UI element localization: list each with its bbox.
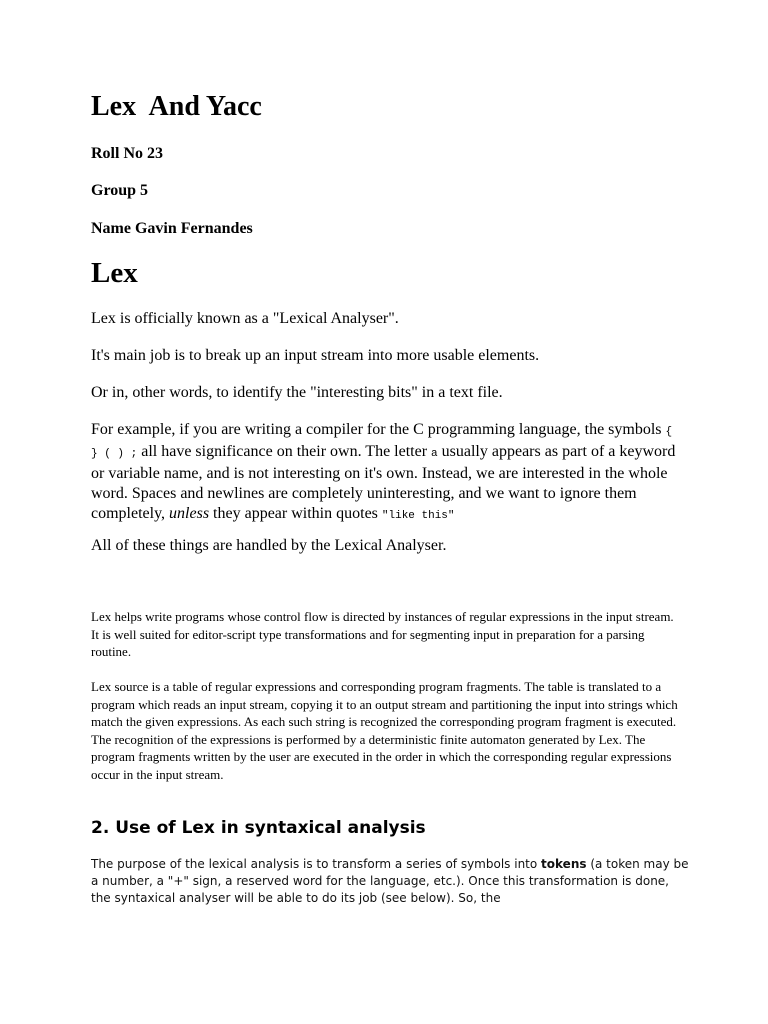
lex-p4-text-1: For example, if you are writing a compiler for the C programming language, the symbols bbox=[91, 421, 666, 438]
section-2-heading: 2. Use of Lex in syntaxical analysis bbox=[91, 818, 426, 838]
section-2-paragraph bbox=[91, 856, 691, 907]
lex-heading: Lex bbox=[91, 257, 138, 289]
lex-paragraph-4 bbox=[91, 420, 681, 526]
tokens-bold: tokens bbox=[541, 857, 587, 871]
lex-paragraph-2: It's main job is to break up an input stream into more usable elements. bbox=[91, 347, 540, 364]
intro-paragraph-2: Lex source is a table of regular expressions and corresponding program fragments. The table is translated to a program which reads an input stream, copying it to an output stream and partitioning the input into strings which match the given expressions. As each such string is recognized the corresponding program fragment is executed. The recognition of the expressions is performed by a deterministic finite automaton generated by Lex. The program fragments written by the user are executed in the order in which the corresponding regular expressions occur in the input stream. bbox=[91, 679, 678, 782]
lex-paragraph-5: All of these things are handled by the Lexical Analyser. bbox=[91, 537, 447, 554]
document-title: Lex And Yacc bbox=[91, 91, 262, 122]
code-quoted-string: "like this" bbox=[381, 510, 455, 522]
roll-number: Roll No 23 bbox=[91, 145, 163, 162]
author-name: Name Gavin Fernandes bbox=[91, 220, 253, 237]
lex-paragraph-1: Lex is officially known as a "Lexical Analyser". bbox=[91, 310, 399, 327]
lex-paragraph-3: Or in, other words, to identify the "interesting bits" in a text file. bbox=[91, 384, 503, 401]
emphasis-unless: unless bbox=[169, 505, 210, 522]
code-letter: a bbox=[431, 448, 438, 460]
lex-p4-text-4: they appear within quotes bbox=[209, 505, 382, 522]
group-number: Group 5 bbox=[91, 182, 149, 199]
lex-p4-text-2: all have significance on their own. The letter bbox=[137, 443, 432, 460]
intro-paragraph-1: Lex helps write programs whose control flow is directed by instances of regular expressions in the input stream. It is well suited for editor-script type transformations and for segmenting input in preparation for a parsing routine. bbox=[91, 609, 674, 659]
section-2-text-2: (a token may be a number, a "+" sign, a reserved word for the language, etc.). Once this transformation is done, the syntaxical analyser will be able to do its job (see below). So, the bbox=[91, 857, 689, 905]
code-symbols: { } ( ) ; bbox=[91, 426, 673, 460]
lex-p4-text-3: usually appears as part of a keyword or variable name, and is not interesting on it's own. Instead, we are interested in the whole word. Spaces and newlines are completely uninteresting, and we want to ignore them completely, bbox=[91, 443, 676, 522]
section-2-text-1: The purpose of the lexical analysis is to transform a series of symbols into bbox=[91, 857, 542, 871]
